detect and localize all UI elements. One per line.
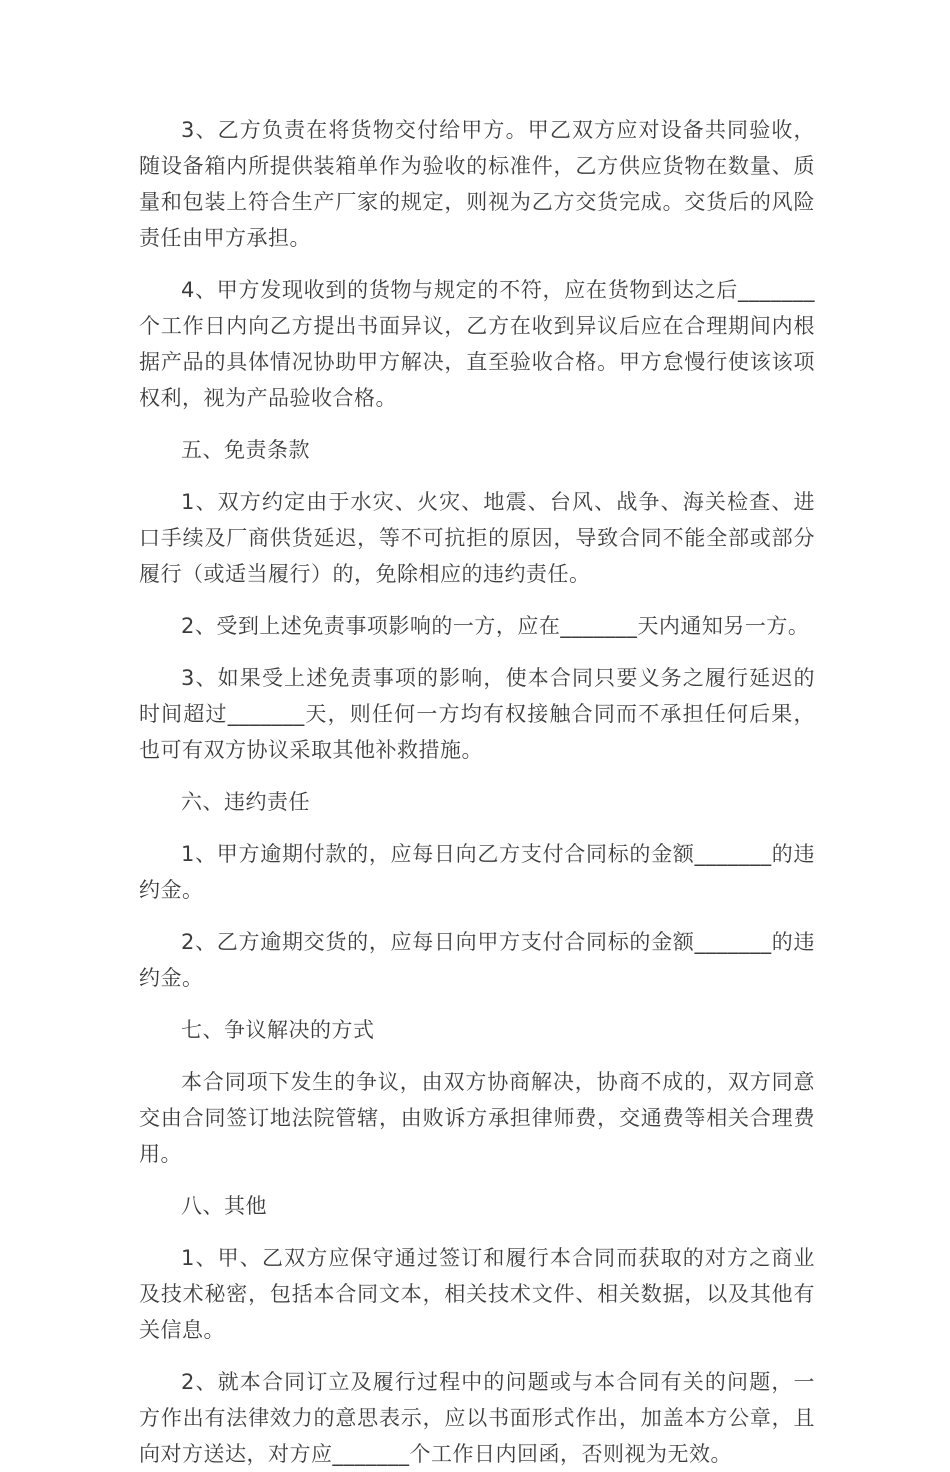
contract-paragraph-force-majeure: 1、双方约定由于水灾、火灾、地震、台风、战争、海关检查、进口手续及厂商供货延迟，等不可抗拒的原因，导致合同不能全部或部分履行（或适当履行）的，免除相应的违约责任。 — [139, 490, 815, 586]
contract-paragraph-delivery-acceptance: 3、乙方负责在将货物交付给甲方。甲乙双方应对设备共同验收，随设备箱内所提供装箱单作为验收的标准件，乙方供应货物在数量、质量和包装上符合生产厂家的规定，则视为乙方交货完成。交货后的风险责任由甲方承担。 — [139, 118, 815, 250]
contract-paragraph-goods-objection: 4、甲方发现收到的货物与规定的不符，应在货物到达之后_______个工作日内向乙方提出书面异议，乙方在收到异议后应在合理期间内根据产品的具体情况协助甲方解决，直至验收合格。甲方怠慢行使该该项权利，视为产品验收合格。 — [139, 278, 815, 410]
contract-paragraph-delay-termination: 3、如果受上述免责事项的影响，使本合同只要义务之履行延迟的时间超过_______天，则任何一方均有权接触合同而不承担任何后果，也可有双方协议采取其他补救措施。 — [139, 666, 815, 762]
contract-paragraph-notify-other-party: 2、受到上述免责事项影响的一方，应在_______天内通知另一方。 — [181, 614, 810, 638]
contract-paragraph-late-payment-penalty: 1、甲方逾期付款的，应每日向乙方支付合同标的金额_______的违约金。 — [139, 842, 815, 902]
contract-paragraph-confidentiality: 1、甲、乙双方应保守通过签订和履行本合同而获取的对方之商业及技术秘密，包括本合同文本，相关技术文件、相关数据，以及其他有关信息。 — [139, 1246, 815, 1342]
section-heading-breach-liability: 六、违约责任 — [181, 790, 310, 814]
contract-paragraph-written-form-reply: 2、就本合同订立及履行过程中的问题或与本合同有关的问题，一方作出有法律效力的意思表示，应以书面形式作出，加盖本方公章，且向对方送达，对方应_______个工作日内回函，否则视为无效。 — [139, 1370, 815, 1466]
contract-paragraph-dispute-court: 本合同项下发生的争议，由双方协商解决，协商不成的，双方同意交由合同签订地法院管辖，由败诉方承担律师费，交通费等相关合理费用。 — [139, 1070, 815, 1166]
contract-body — [139, 112, 815, 1472]
contract-paragraph-late-delivery-penalty: 2、乙方逾期交货的，应每日向甲方支付合同标的金额_______的违约金。 — [139, 930, 815, 990]
section-heading-dispute-resolution: 七、争议解决的方式 — [181, 1018, 375, 1042]
section-heading-exemption-clauses: 五、免责条款 — [181, 438, 310, 462]
section-heading-others: 八、其他 — [181, 1194, 267, 1218]
